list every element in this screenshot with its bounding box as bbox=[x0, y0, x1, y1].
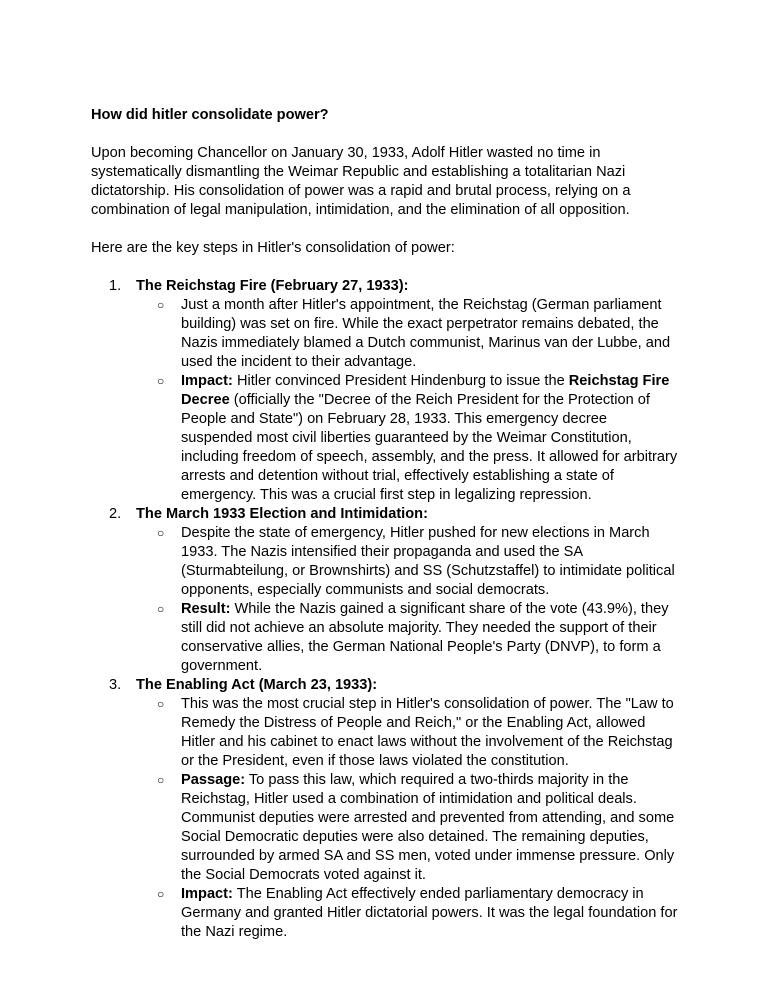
point-item bbox=[136, 600, 681, 676]
point-text: Hitler convinced President Hindenburg to issue the bbox=[232, 373, 569, 389]
point-label: Result: bbox=[181, 601, 231, 617]
intro-paragraph: Upon becoming Chancellor on January 30, 1933, Adolf Hitler wasted no time in systematically dismantling the Weimar Republic and establishing a totalitarian Nazi dictatorship. His consolidation of power was a rapid and brutal process, relying on a combination of legal manipulation, intimidation, and the elimination of all opposition. bbox=[91, 145, 631, 218]
point-label: Impact: bbox=[181, 373, 233, 389]
point-item bbox=[136, 695, 681, 771]
point-text: (officially the "Decree of the Reich President for the Protection of People and State") on February 28, 1933. This emergency decree suspended most civil liberties guaranteed by the Weimar Constitution, including freedom of speech, assembly, and the press. It allowed for arbitrary arrests and detention without trial, effectively establishing a state of emergency. This was a crucial first step in legalizing repression. bbox=[181, 392, 678, 503]
point-label: Passage: bbox=[181, 772, 246, 788]
point-item bbox=[136, 885, 681, 942]
hollow-bullet-icon: ○ bbox=[157, 887, 165, 901]
point-text: Despite the state of emergency, Hitler pushed for new elections in March 1933. The Nazis intensified their propaganda and used the SA (Sturmabteilung, or Brownshirts) and SS (Schutzstaffel) to intimidate political opponents, especially communists and social democrats. bbox=[181, 525, 675, 598]
hollow-bullet-icon: ○ bbox=[157, 773, 165, 787]
step-item bbox=[91, 505, 681, 676]
point-text: This was the most crucial step in Hitler's consolidation of power. The "Law to Remedy the Distress of People and Reich," or the Enabling Act, allowed Hitler and his cabinet to enact laws without the involvement of the Reichstag or the President, even if those laws violated the constitution. bbox=[181, 696, 674, 769]
document-page bbox=[91, 106, 681, 942]
point-item bbox=[136, 524, 681, 600]
hollow-bullet-icon: ○ bbox=[157, 526, 165, 540]
step-number: 3. bbox=[109, 677, 122, 693]
step-points bbox=[136, 695, 681, 942]
point-text: The Enabling Act effectively ended parliamentary democracy in Germany and granted Hitler dictatorial powers. It was the legal foundation for the Nazi regime. bbox=[181, 886, 678, 940]
point-item bbox=[136, 372, 681, 505]
point-text: Just a month after Hitler's appointment, the Reichstag (German parliament building) was set on fire. While the exact perpetrator remains debated, the Nazis immediately blamed a Dutch communist, Marinus van der Lubbe, and used the incident to their advantage. bbox=[181, 297, 671, 370]
step-item bbox=[91, 277, 681, 505]
step-title: The Reichstag Fire (February 27, 1933): bbox=[136, 278, 409, 294]
hollow-bullet-icon: ○ bbox=[157, 298, 165, 312]
document-heading: How did hitler consolidate power? bbox=[91, 107, 329, 123]
steps-list bbox=[91, 277, 681, 942]
step-points bbox=[136, 296, 681, 505]
hollow-bullet-icon: ○ bbox=[157, 602, 165, 616]
point-item bbox=[136, 771, 681, 885]
lead-paragraph: Here are the key steps in Hitler's consolidation of power: bbox=[91, 240, 455, 256]
point-emphasis: Reichstag Fire Decree bbox=[181, 373, 670, 408]
step-points bbox=[136, 524, 681, 676]
point-label: Impact: bbox=[181, 886, 233, 902]
step-item bbox=[91, 676, 681, 942]
point-text: To pass this law, which required a two-thirds majority in the Reichstag, Hitler used a combination of intimidation and political deals. Communist deputies were arrested and prevented from attending, and some Social Democratic deputies were also detained. The remaining deputies, surrounded by armed SA and SS men, voted under immense pressure. Only the Social Democrats voted against it. bbox=[181, 772, 675, 883]
step-title: The March 1933 Election and Intimidation: bbox=[136, 506, 428, 522]
point-item bbox=[136, 296, 681, 372]
hollow-bullet-icon: ○ bbox=[157, 374, 165, 388]
step-number: 2. bbox=[109, 506, 122, 522]
hollow-bullet-icon: ○ bbox=[157, 697, 165, 711]
step-title: The Enabling Act (March 23, 1933): bbox=[136, 677, 378, 693]
step-number: 1. bbox=[109, 278, 122, 294]
point-text: While the Nazis gained a significant share of the vote (43.9%), they still did not achieve an absolute majority. They needed the support of their conservative allies, the German National People's Party (DNVP), to form a government. bbox=[181, 601, 669, 674]
